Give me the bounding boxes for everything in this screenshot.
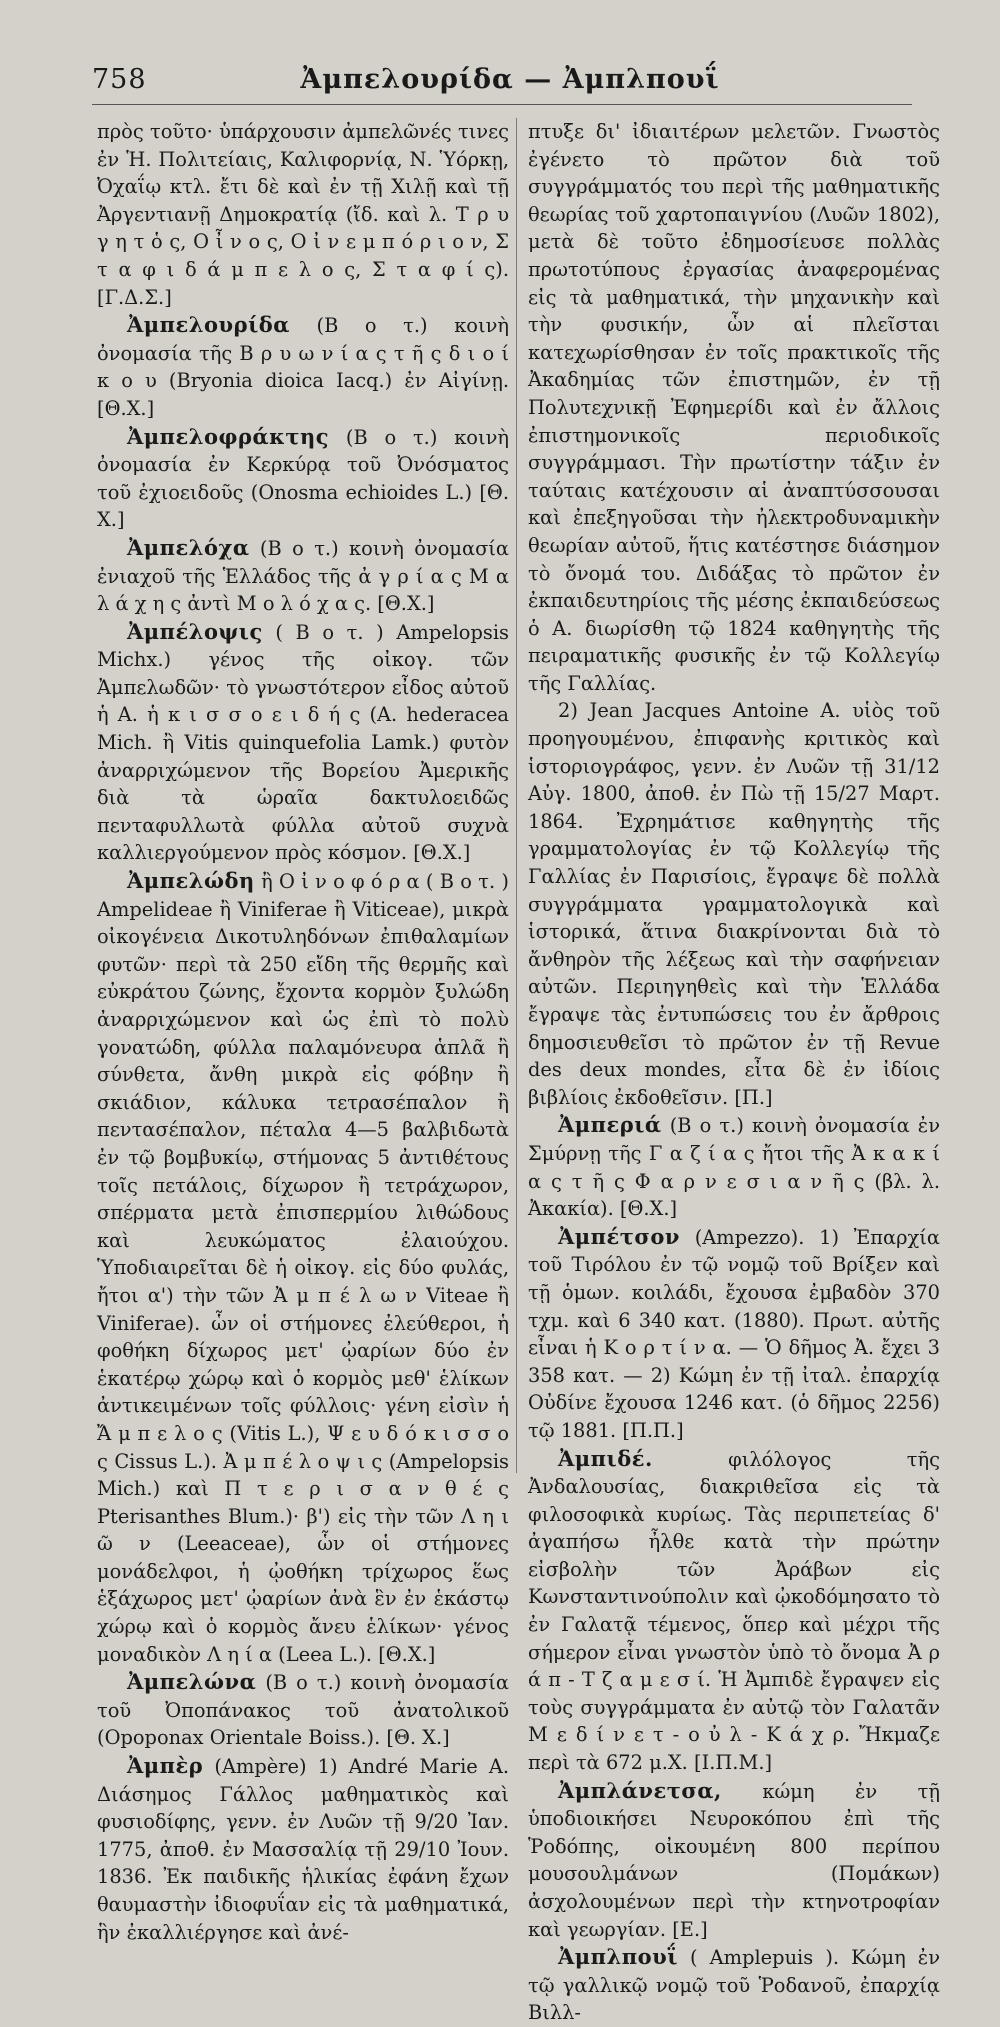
entry [528,1943,940,2027]
entry-lemma: Ἀμπὲρ [127,1753,204,1779]
entry [97,311,509,422]
entry-lemma: Ἀμπελουρίδα [127,312,290,338]
entry-text: (Β ο τ.) κοινὴ ὀνομασία ἐν Κερκύρᾳ τοῦ Ὀνόσματος τοῦ ἐχιοειδοῦς (Onosma echioides L.) [Θ. Χ.] [97,425,509,532]
entry [528,1111,940,1222]
entry [97,867,509,1668]
entry-lemma: Ἀμπελώνα [127,1669,257,1695]
entry-lemma: Ἀμπλπουΐ [558,1944,678,1970]
running-title: Ἀμπελουρίδα — Ἀμπλπουΐ [300,64,720,95]
page-header [0,58,1000,102]
entry-lemma: Ἀμπεριά [558,1112,662,1138]
entry [528,1445,940,1777]
entry-text: κώμη ἐν τῇ ὑποδιοικήσει Νευροκόπου ἐπὶ τῆς Ῥοδόπης, οἰκουμένη 800 περίπου μουσουλμάνων (Πομάκων) ἀσχολουμένων περὶ τὴν κτηνοτροφίαν καὶ γεωργίαν. [Ε.] [528,1779,941,1941]
entry [97,1752,509,1946]
entry-text: ἢ Ο ἰ ν ο φ ό ρ α ( Β ο τ. ) Ampelideae ἢ Viniferae ἢ Viticeae), μικρὰ οἰκογένεια Δικοτυληδόνων ἐπιθαλαμίων φυτῶν· περὶ τὰ 250 εἴδη τῆς θερμῆς καὶ εὐκράτου ζώνης, ἔχοντα κορμὸν ξυλώδη ἀναρριχώμενον καὶ ὡς ἐπὶ τὸ πολὺ γονατώδη, φύλλα παλαμόνευρα ἁπλᾶ ἢ σύνθετα, ἄνθη μικρὰ εἰς φόβην ἢ σκιάδιον, κάλυκα τετρασέπαλον ἢ πεντασέπαλον, πέταλα 4—5 βαλβιδωτὰ ἐν τῷ βομβυκίῳ, στήμονας 5 ἀντιθέτους τοῖς πετάλοις, δίχωρον ἢ τετράχωρον, σπέρματα μετὰ ἐπισπερμίου λιθώδους καὶ λευκώματος ἐλαιούχου. Ὑποδιαιρεῖται δὲ ἡ οἰκογ. εἰς δύο φυλάς, ἤτοι α') τὴν τῶν Ἀ μ π έ λ ω ν Viteae ἢ Viniferae). ὧν οἱ στήμονες ἐλεύθεροι, ἡ φοθήκη δίχωρος μετ' ᾠαρίων δύο ἐν ἑκατέρῳ χώρῳ καὶ ὁ κορμὸς μεθ' ἑλίκων ἀντικειμένων τοῖς φύλλοις· γένη εἰσὶν ἡ Ἄ μ π ε λ ο ς (Vitis L.), Ψ ε υ δ ό κ ι σ σ ο ς Cissus L.). Ἀ μ π έ λ ο ψ ι ς (Ampelopsis Mich.) καὶ Π τ ε ρ ι σ α ν θ έ ς Pterisanthes Blum.)· β') εἰς τὴν τῶν Λ η ι ῶ ν (Leeaceae), ὧν οἱ στήμονες μονάδελφοι, ἡ ᾠοθήκη τρίχωρος ἕως ἑξάχωρος μετ' ᾠαρίων ἀνὰ ἓν ἐν ἑκάστῳ χώρῳ καὶ ὁ κορμὸς ἄνευ ἑλίκων· γένος μοναδικὸν Λ η ί α (Leea L.). [Θ.Χ.] [97,870,509,1666]
entry-lemma: Ἀμπελόχα [127,534,250,560]
column-divider [516,118,517,1473]
entry [97,1668,509,1752]
entry-lemma: Ἀμπιδέ. [558,1445,653,1471]
entry-text: ( Β ο τ. ) Ampelopsis Michx.) γένος τῆς οἰκογ. τῶν Ἀμπελωδῶν· τὸ γνωστότερον εἶδος αὐτοῦ ἡ Α. ἡ κ ι σ σ ο ε ι δ ή ς (A. hederacea Mich. ἢ Vitis quinquefolia Lamk.) φυτὸν ἀναρριχώμενον τῆς Βορείου Ἀμερικῆς διὰ τὰ ὡραῖα δακτυλοειδῶς πενταφυλλωτὰ φύλλα αὐτοῦ συχνὰ καλλιεργούμενον πρὸς κόσμον. [Θ.Χ.] [97,620,509,865]
entry [97,423,509,534]
entry [528,1223,940,1445]
entry-text: ( Amplepuis ). Κώμη ἐν τῷ γαλλικῷ νομῷ τοῦ Ῥοδανοῦ, ἐπαρχίᾳ Βιλλ- [528,1946,940,2025]
entry [528,697,940,1111]
entry-lemma: Ἀμπελώδη [127,868,255,894]
header-rule [92,104,912,105]
entry-continuation [97,118,509,311]
left-column [97,118,509,1946]
page-number: 758 [92,64,147,95]
entry-text: (Β ο τ.) κοινὴ ὀνομασία ἐν Σμύρνῃ τῆς Γ α ζ ί α ς ἤτοι τῆς Ἀ κ α κ ί α ς τ ῆ ς Φ α ρ ν ε σ ι α ν ῆ ς (βλ. λ. Ἀκακία). [Θ.Χ.] [528,1114,940,1221]
entry-text: πτυξε δι' ἰδιαιτέρων μελετῶν. Γνωστὸς ἐγένετο τὸ πρῶτον διὰ τοῦ συγγράμματός του περὶ τῆς μαθηματικῆς θεωρίας τοῦ χαρτοπαιγνίου (Λυῶν 1802), μετὰ δὲ τοῦτο ἐδημοσίευσε πολλὰς πρωτοτύπους ἐργασίας ἀναφερομένας εἰς τὰ μαθηματικά, τὴν μηχανικὴν καὶ τὴν φυσικήν, ὧν αἱ πλεῖσται κατεχωρίσθησαν ἐν τοῖς πρακτικοῖς τῆς Ἀκαδημίας τῶν ἐπιστημῶν, ἐν τῇ Πολυτεχνικῇ Ἐφημερίδι καὶ ἐν ἄλλοις ἐπιστημονικοῖς περιοδικοῖς συγγράμμασι. Τὴν πρωτίστην τάξιν ἐν ταύταις κατέχουσιν αἱ ἀναπτύσσουσαι καὶ ἐπεξηγοῦσαι τὴν ἠλεκτροδυναμικὴν θεωρίαν αὐτοῦ, ἥτις κατέστησε διάσημον τὸ ὄνομά του. Διδάξας τὸ πρῶτον ἐν ἐκπαιδευτηρίοις τῆς μέσης ἐκπαιδεύσεως ὁ Α. διωρίσθη τῷ 1824 καθηγητὴς τῆς πειραματικῆς φυσικῆς ἐν τῷ Κολλεγίῳ τῆς Γαλλίας. [528,120,940,695]
entry-text: πρὸς τοῦτο· ὑπάρχουσιν ἀμπελῶνές τινες ἐν Ἡ. Πολιτείαις, Καλιφορνίᾳ, Ν. Ὑόρκῃ, Ὀχαΐῳ κτλ. ἔτι δὲ καὶ ἐν τῇ Χιλῇ καὶ τῇ Ἀργεντιανῇ Δημοκρατίᾳ (ἴδ. καὶ λ. Τ ρ υ γ η τ ὁ ς, Ο ἶ ν ο ς, Ο ἰ ν ε μ π ό ρ ι ο ν, Σ τ α φ ι δ ά μ π ε λ ο ς, Σ τ α φ ί ς). [Γ.Δ.Σ.] [97,120,509,309]
entry-text: (Β ο τ.) κοινὴ ὀνομασία ἐνιαχοῦ τῆς Ἑλλάδος τῆς ἀ γ ρ ί α ς Μ α λ ά χ η ς ἀντὶ Μ ο λ ό χ α ς. [Θ.Χ.] [97,536,510,616]
entry-text: φιλόλογος τῆς Ἀνδαλουσίας, διακριθεῖσα εἰς τὰ φιλοσοφικὰ κυρίως. Τὰς περιπετείας δ' ἀγαπήσω ἦλθε κατὰ τὴν πρώτην εἰσβολὴν τῶν Ἀράβων εἰς Κωνσταντινούπολιν καὶ ᾠκοδόμησατο τὸ ἐν Γαλατᾷ τέμενος, ὅπερ καὶ μέχρι τῆς σήμερον εἶναι γνωστὸν ὑπὸ τὸ ὄνομα Ἀ ρ ά π - Τ ζ α μ ε σ ί. Ἡ Ἀμπιδὲ ἔγραψεν εἰς τοὺς συγγράμματα ἐν αὐτῷ τὸν Γαλατᾶν Μ ε δ ί ν ε τ - ο ὐ λ - Κ ά χ ρ. Ἤκμαζε περὶ τὰ 672 μ.Χ. [Ι.Π.Μ.] [528,1447,940,1775]
entry-lemma: Ἀμπλάνετσα, [558,1777,722,1803]
entry-lemma: Ἀμπελοφράκτης [127,423,330,449]
entry [97,534,509,618]
entry-lemma: Ἀμπέτσον [558,1223,680,1249]
entry-text: (Ampezzo). 1) Ἐπαρχία τοῦ Τιρόλου ἐν τῷ νομῷ τοῦ Βρίξεν καὶ τῇ ὁμων. κοιλάδι, ἔχουσα ἐμβαδὸν 370 τχμ. καὶ 6 340 κατ. (1880). Πρωτ. αὐτῆς εἶναι ἡ Κ ο ρ τ ί ν α. — Ὁ δῆμος Ἀ. ἔχει 3 358 κατ. — 2) Κώμη ἐν τῇ ἰταλ. ἐπαρχίᾳ Οὐδίνε ἔχουσα 1246 κατ. (ὁ δῆμος 2256) τῷ 1881. [Π.Π.] [528,1225,940,1442]
entry-text: (Β ο τ.) κοινὴ ὀνομασία τοῦ Ὀποπάνακος τοῦ ἀνατολικοῦ (Opoponax Orientale Boiss.). [Θ. Χ.] [97,1671,509,1750]
entry-text: 2) Jean Jacques Antoine Α. υἱὸς τοῦ προηγουμένου, ἐπιφανὴς κριτικὸς καὶ ἱστοριογράφος, γενν. ἐν Λυῶν τῇ 31/12 Αὐγ. 1800, ἀποθ. ἐν Πὼ τῇ 15/27 Μαρτ. 1864. Ἐχρημάτισε καθηγητὴς τῆς γραμματολογίας ἐν τῷ Κολλεγίῳ τῆς Γαλλίας ἐν Παρισίοις, ἔγραψε δὲ πολλὰ συγγράμματα γραμματολογικὰ καὶ ἱστορικά, ἅτινα διακρίνονται διὰ τὸ ἄνθηρὸν τῆς λέξεως καὶ τὴν σαφήνειαν αὐτῶν. Περιηγηθεὶς καὶ τὴν Ἑλλάδα ἔγραψε τὰς ἐντυπώσεις του ἐν ἄρθροις δημοσιευθεῖσι τὸ πρῶτον ἐν τῇ Revue des deux mondes, εἶτα δὲ ἐν ἰδίοις βιβλίοις ἐκδοθεῖσιν. [Π.] [528,699,940,1109]
entry [528,1777,940,1944]
entry-lemma: Ἀμπέλοψις [127,618,263,644]
right-column [528,118,940,2027]
entry [97,618,509,867]
entry-text: (Ampère) 1) André Marie Α. Διάσημος Γάλλος μαθηματικὸς καὶ φυσιοδίφης, γενν. ἐν Λυῶν τῇ 9/20 Ἰαν. 1775, ἀποθ. ἐν Μασσαλίᾳ τῇ 29/10 Ἰουν. 1836. Ἐκ παιδικῆς ἡλικίας ἐφάνη ἔχων θαυμαστὴν ἰδιοφυΐαν εἰς τὰ μαθηματικά, ἣν ἐκαλλιέργησε καὶ ἀνέ- [97,1755,510,1944]
entry-continuation [528,118,940,697]
entry-text: (Β ο τ.) κοινὴ ὀνομασία τῆς Β ρ υ ω ν ί α ς τ ῆ ς δ ι ο ί κ ο υ (Bryonia dioica Iacq.) ἐν Αἰγίνῃ. [Θ.Χ.] [97,314,509,420]
